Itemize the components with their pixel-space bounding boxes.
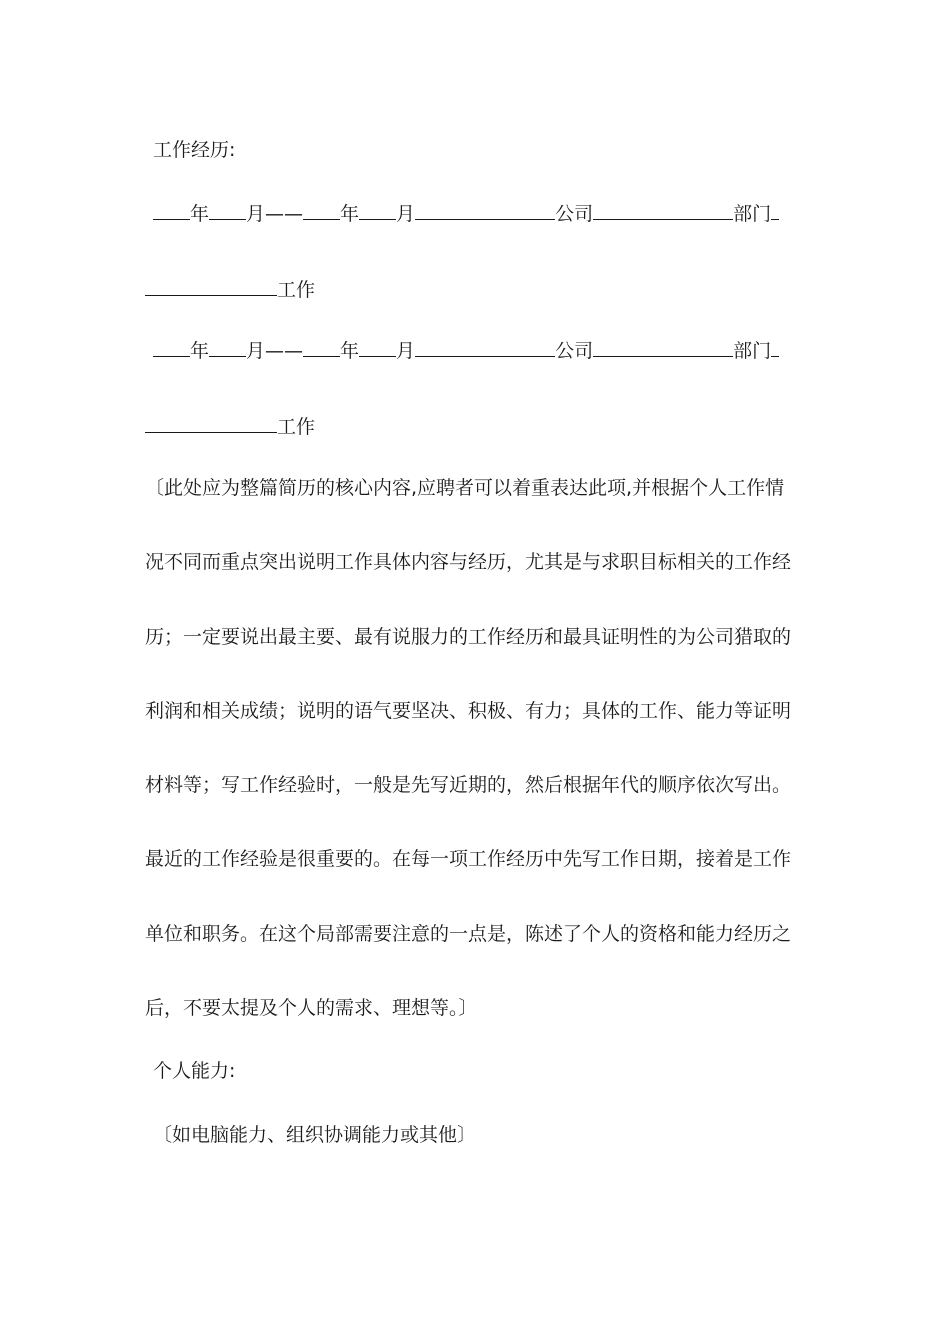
month-blank[interactable]	[359, 337, 396, 357]
department-label: 部门	[733, 203, 772, 225]
work-history-note-line: 况不同而重点突出说明工作具体内容与经历，尤其是与求职目标相关的工作经	[145, 551, 792, 573]
department-tail-blank[interactable]	[771, 337, 779, 357]
year-label: 年	[190, 340, 210, 362]
month-label: 月	[246, 340, 266, 362]
job-blank[interactable]	[145, 276, 277, 296]
work-entry-job-line	[145, 413, 315, 439]
year-blank[interactable]	[303, 200, 340, 220]
work-history-note-line: 历；一定要说出最主要、最有说服力的工作经历和最具证明性的为公司猎取的	[145, 626, 792, 648]
department-tail-blank[interactable]	[771, 200, 779, 220]
work-history-heading: 工作经历:	[153, 139, 236, 161]
job-blank[interactable]	[145, 413, 277, 433]
year-label: 年	[340, 203, 360, 225]
year-label: 年	[340, 340, 360, 362]
company-blank[interactable]	[415, 200, 555, 220]
work-entry-line	[153, 200, 779, 226]
month-label: 月	[246, 203, 266, 225]
company-label: 公司	[555, 340, 594, 362]
personal-ability-heading: 个人能力:	[153, 1060, 236, 1082]
department-blank[interactable]	[593, 337, 733, 357]
month-blank[interactable]	[209, 337, 246, 357]
month-label: 月	[396, 203, 416, 225]
work-history-note-line: 单位和职务。在这个局部需要注意的一点是，陈述了个人的资格和能力经历之	[145, 923, 792, 945]
year-blank[interactable]	[303, 337, 340, 357]
work-entry-job-line	[145, 276, 315, 302]
month-blank[interactable]	[359, 200, 396, 220]
work-history-note-line: 〔此处应为整篇简历的核心内容,应聘者可以着重表达此项,并根据个人工作情	[145, 477, 785, 499]
department-label: 部门	[733, 340, 772, 362]
year-label: 年	[190, 203, 210, 225]
department-blank[interactable]	[593, 200, 733, 220]
work-history-note-line: 材料等；写工作经验时，一般是先写近期的，然后根据年代的顺序依次写出。	[145, 774, 792, 796]
work-history-note-line: 后，不要太提及个人的需求、理想等。〕	[145, 997, 478, 1019]
month-label: 月	[396, 340, 416, 362]
personal-ability-note: 〔如电脑能力、组织协调能力或其他〕	[153, 1124, 477, 1146]
job-label: 工作	[277, 416, 316, 438]
month-blank[interactable]	[209, 200, 246, 220]
work-history-note-line: 利润和相关成绩；说明的语气要坚决、积极、有力；具体的工作、能力等证明	[145, 700, 792, 722]
company-label: 公司	[555, 203, 594, 225]
dash: ——	[265, 340, 304, 362]
work-entry-line	[153, 337, 779, 363]
year-blank[interactable]	[153, 337, 190, 357]
year-blank[interactable]	[153, 200, 190, 220]
dash: ——	[265, 203, 304, 225]
work-history-note-line: 最近的工作经验是很重要的。在每一项工作经历中先写工作日期，接着是工作	[145, 848, 792, 870]
company-blank[interactable]	[415, 337, 555, 357]
job-label: 工作	[277, 279, 316, 301]
